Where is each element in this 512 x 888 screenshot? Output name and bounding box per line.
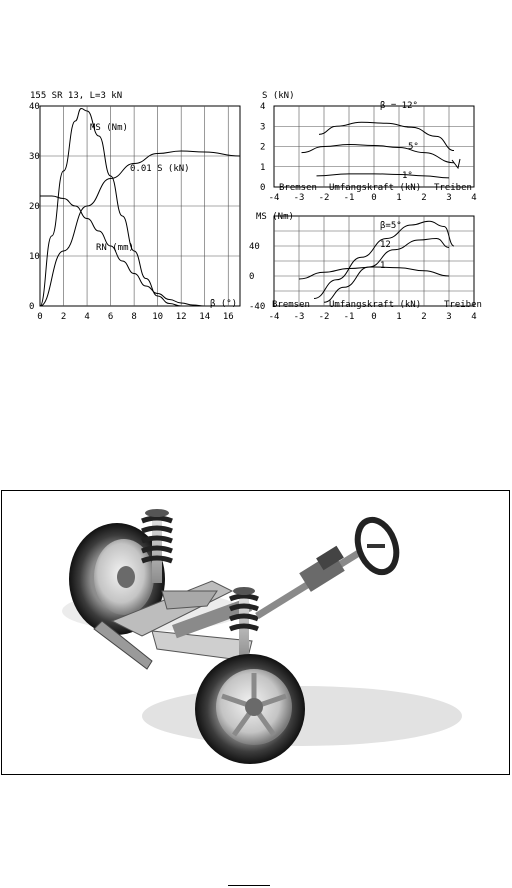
rb-x-tick-label: 4 — [471, 312, 477, 322]
left-x-tick-label: 10 — [152, 312, 164, 322]
left-y-ticks — [29, 102, 40, 312]
rt-x-tick-label: -2 — [318, 193, 330, 203]
left-x-tick-label: 8 — [131, 312, 137, 322]
rb-treiben-label: Treiben — [444, 300, 482, 310]
series-label-s: 0.01 S (kN) — [130, 164, 190, 174]
rb-x-tick-label: -4 — [268, 312, 280, 322]
charts-area — [0, 0, 512, 330]
rt-series-label-1: 1° — [402, 171, 413, 181]
rb-x-tick-label: -3 — [293, 312, 305, 322]
left-y-tick-label: 0 — [29, 302, 35, 312]
left-y-tick-label: 40 — [29, 102, 40, 112]
suspension-figure-frame — [1, 490, 510, 775]
series-label-ms: MS (Nm) — [90, 123, 128, 133]
left-y-tick-label: 20 — [29, 202, 40, 212]
rb-x-tick-label: -2 — [318, 312, 330, 322]
left-x-tick-label: 0 — [37, 312, 43, 322]
rt-series-line-1 — [302, 144, 455, 162]
rt-x-tick-label: -1 — [343, 193, 355, 203]
left-x-ticks — [37, 312, 233, 322]
rt-x-tick-label: -3 — [293, 193, 305, 203]
right-wheel — [195, 654, 305, 764]
rb-bremsen-label: Bremsen — [272, 300, 310, 310]
rb-y-tick-label: -40 — [249, 302, 266, 312]
rt-series-label-5: 5° — [408, 142, 419, 152]
left-grid — [40, 106, 240, 306]
rb-series-line-0 — [314, 221, 454, 298]
rt-series-line-2 — [317, 174, 450, 178]
steering-wheel — [351, 514, 403, 577]
rb-y-tick-label: 0 — [249, 272, 255, 282]
left-x-tick-label: 16 — [222, 312, 234, 322]
rt-grid — [274, 106, 474, 187]
right-bottom-chart — [249, 212, 482, 322]
rb-series — [299, 221, 454, 302]
left-x-axis-label: β (°) — [210, 299, 238, 309]
rb-x-tick-label: -1 — [343, 312, 355, 322]
rt-series — [302, 122, 461, 178]
rt-y-tick-label: 2 — [260, 142, 266, 153]
left-series — [40, 109, 240, 307]
series-label-rn: RN (mm) — [96, 243, 134, 253]
rt-y-tick-label: 3 — [260, 122, 266, 133]
left-x-tick-label: 6 — [107, 312, 114, 322]
left-y-tick-label: 30 — [29, 152, 40, 162]
footer-rule — [228, 885, 270, 886]
left-chart — [29, 91, 240, 322]
rt-bremsen-label: Bremsen — [279, 183, 317, 193]
rt-x-tick-label: 0 — [371, 193, 377, 203]
rb-y-tick-label: 40 — [249, 242, 260, 252]
right-top-chart — [260, 91, 477, 203]
rt-series-label-12: β = 12° — [380, 101, 418, 111]
rb-x-tick-label: 3 — [446, 312, 452, 322]
left-series-line-1 — [40, 151, 240, 306]
left-y-tick-label: 10 — [29, 252, 40, 262]
rb-x-axis-label: Umfangskraft (kN) — [329, 300, 422, 310]
rt-x-tick-label: 4 — [471, 193, 477, 203]
rt-x-ticks — [269, 193, 477, 203]
front-suspension-steering-illustration — [2, 491, 509, 774]
rt-x-tick-label: 3 — [446, 193, 452, 203]
rb-x-ticks — [269, 312, 477, 322]
left-x-tick-label: 12 — [175, 312, 187, 322]
rb-x-tick-label: 2 — [421, 312, 427, 322]
rb-grid — [274, 216, 474, 306]
left-x-tick-label: 2 — [60, 312, 67, 322]
rt-y-axis-label: S (kN) — [262, 91, 295, 101]
steering-column — [257, 546, 362, 616]
rt-x-tick-label: 2 — [421, 193, 427, 203]
rt-y-tick-label: 1 — [260, 162, 266, 173]
left-x-tick-label: 4 — [84, 312, 90, 322]
rt-y-ticks — [260, 102, 265, 193]
rt-x-axis-label: Umfangskraft (kN) — [329, 183, 422, 193]
left-chart-title: 155 SR 13, L=3 kN — [30, 91, 123, 101]
left-x-tick-label: 14 — [199, 312, 211, 322]
rt-x-tick-label: 1 — [396, 193, 402, 203]
rb-series-label-5: β=5° — [380, 221, 402, 231]
rt-y-tick-label: 0 — [260, 183, 266, 193]
rt-x-tick-label: -4 — [268, 193, 280, 203]
rt-y-tick-label: 4 — [260, 102, 266, 112]
rb-series-label-12: 12 — [380, 240, 391, 250]
rb-series-label-1: 1 — [380, 261, 386, 271]
rb-x-tick-label: 1 — [396, 312, 402, 322]
rb-x-tick-label: 0 — [371, 312, 377, 322]
rt-treiben-label: Treiben — [434, 183, 472, 193]
rb-y-ticks — [249, 242, 265, 312]
rb-y-axis-label: MS (Nm) — [256, 212, 294, 222]
